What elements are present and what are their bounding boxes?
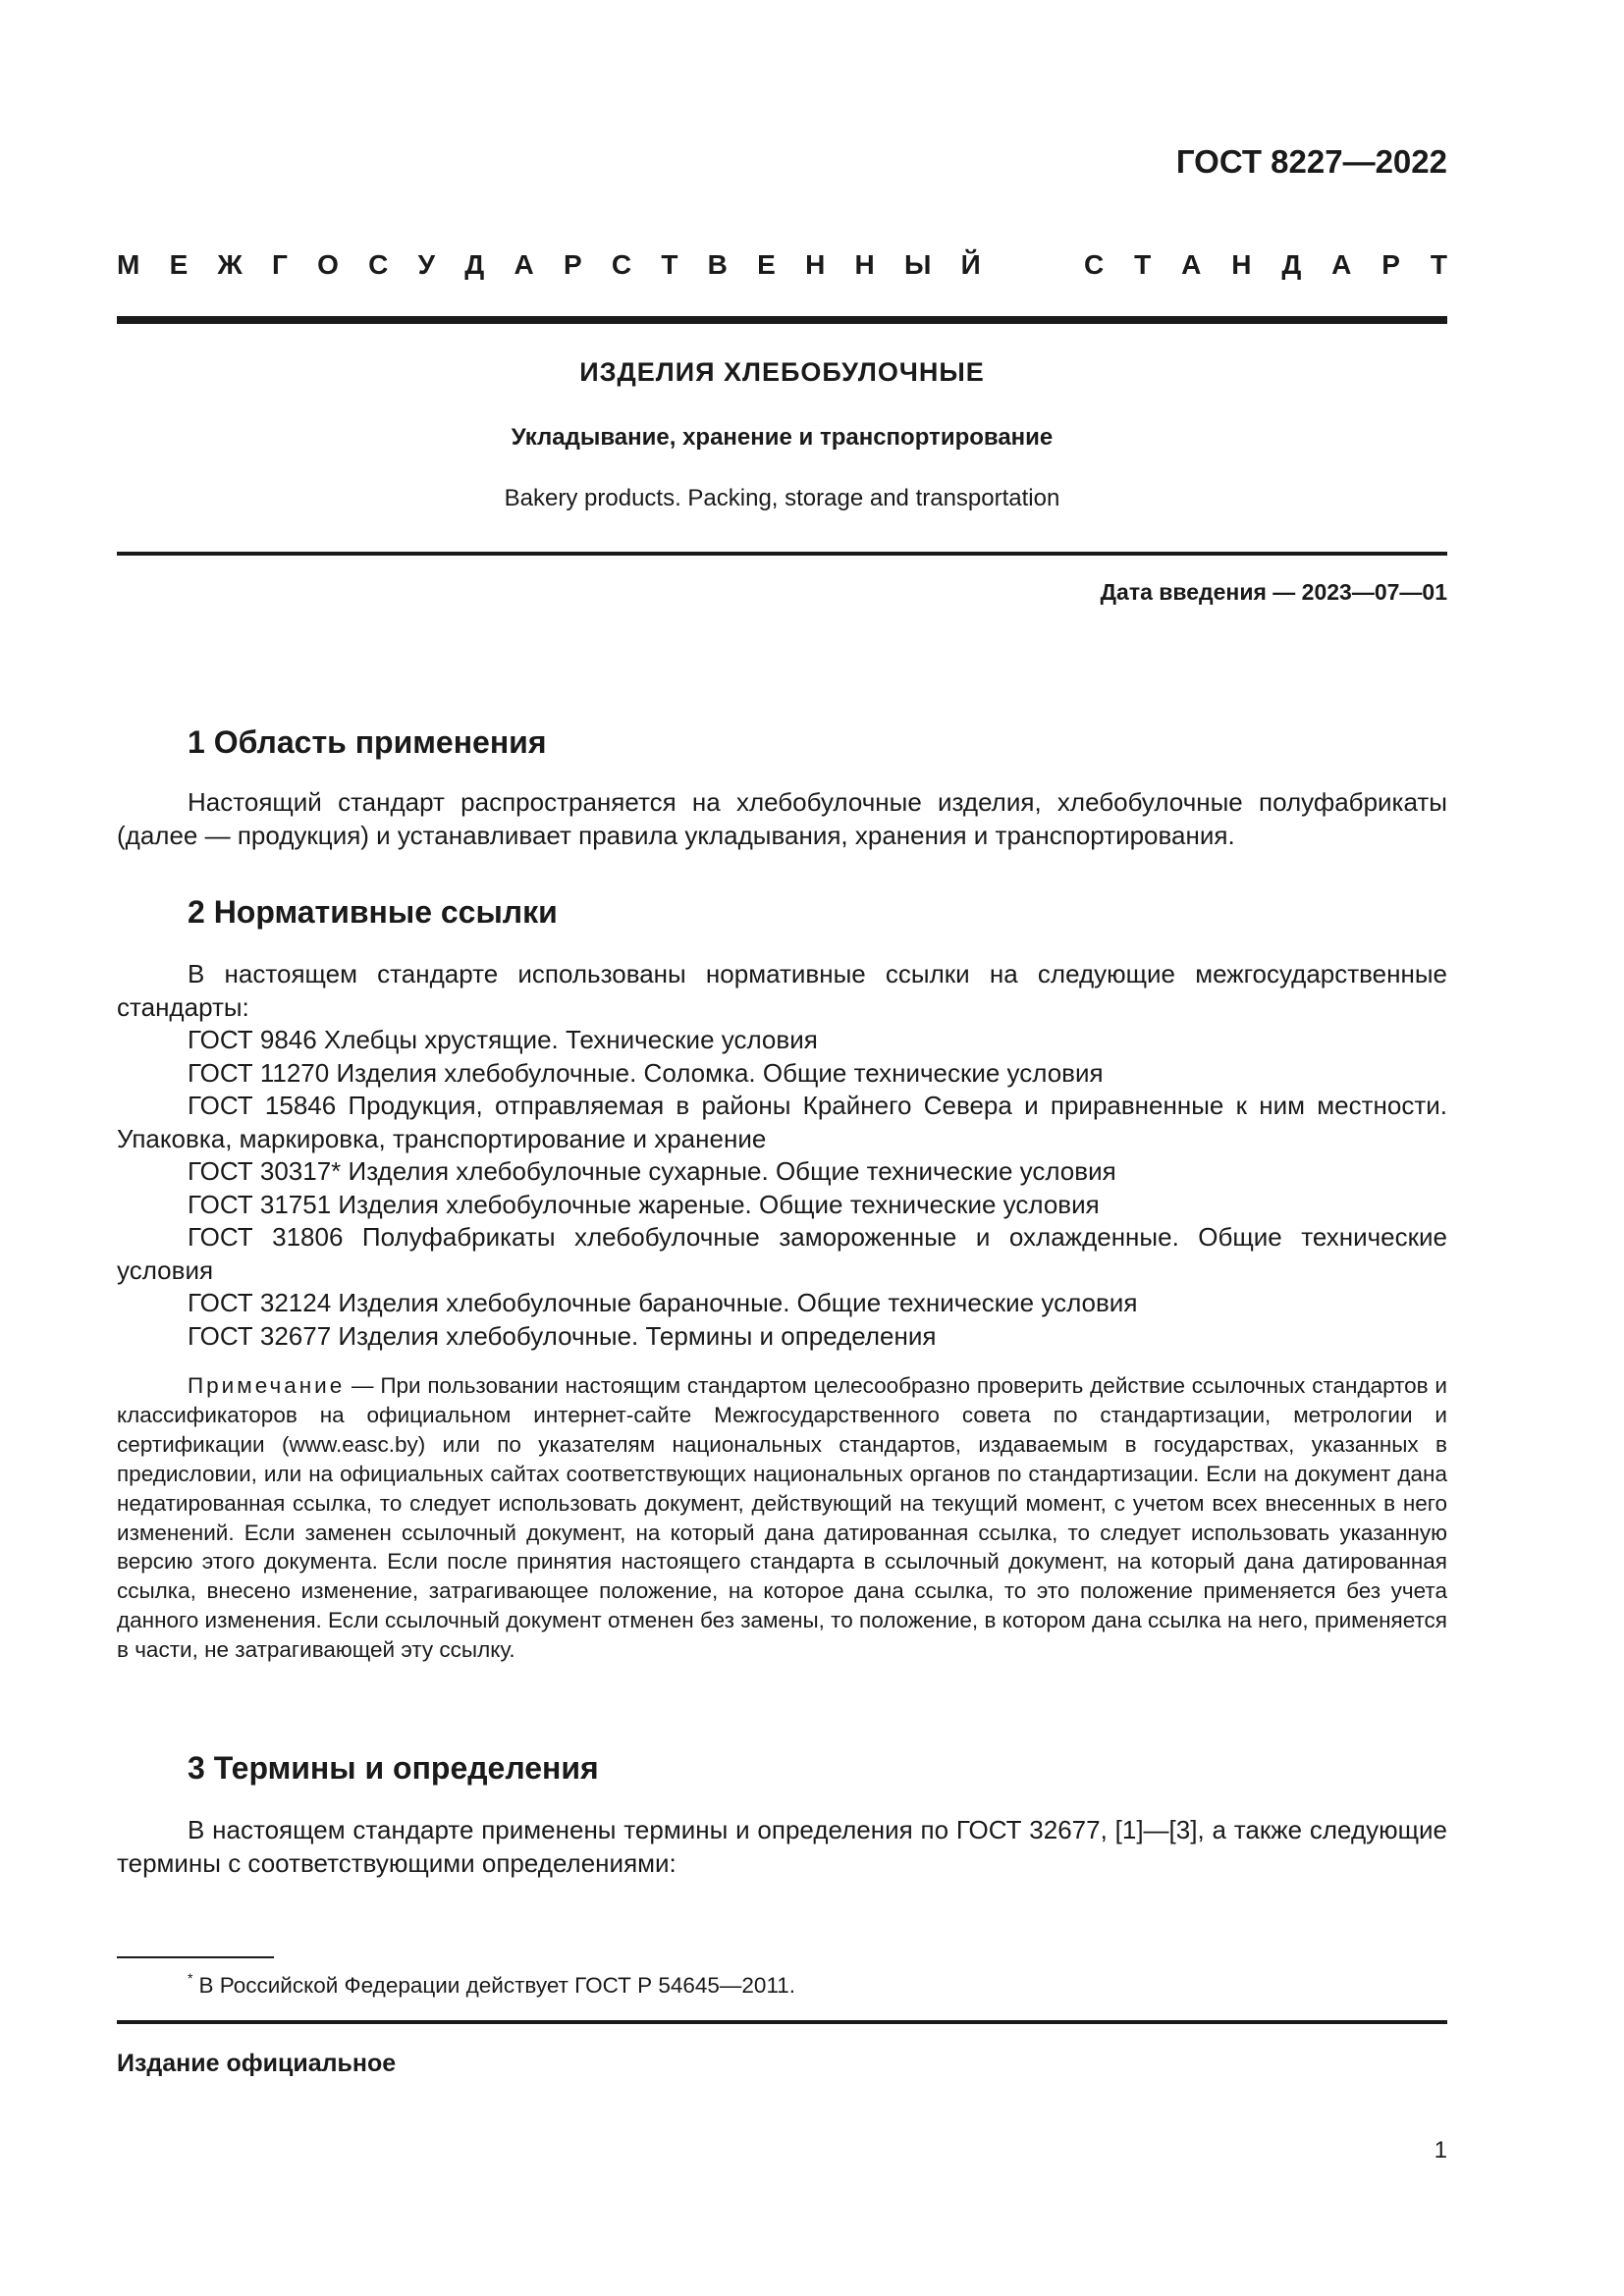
reference-item: ГОСТ 32124 Изделия хлебобулочные бараночные. Общие технические условия: [188, 1288, 1138, 1317]
official-edition-label: Издание официальное: [117, 2050, 397, 2077]
reference-note: [117, 1371, 1447, 1665]
title-divider: [117, 552, 1447, 556]
reference-item: ГОСТ 31751 Изделия хлебобулочные жареные. Общие технические условия: [188, 1189, 1100, 1219]
reference-item: ГОСТ 31806 Полуфабрикаты хлебобулочные замороженные и охлажденные. Общие технические условия: [117, 1222, 1447, 1285]
document-subtitle: Укладывание, хранение и транспортирование: [511, 424, 1054, 451]
reference-item: ГОСТ 32677 Изделия хлебобулочные. Термины и определения: [188, 1320, 937, 1351]
header-divider: [117, 316, 1447, 324]
footnote: [117, 1963, 1447, 2001]
section-3-text: В настоящем стандарте применены термины и определения по ГОСТ 32677, [1]—[3], а также следующие термины с соответствующими определениями:: [117, 1815, 1447, 1878]
banner-word-interstate: М Е Ж Г О С У Д А Р С Т В Е Н Н Ы Й: [117, 249, 981, 280]
section-2-heading: 2 Нормативные ссылки: [188, 894, 558, 930]
normative-reference-list: [117, 1024, 1447, 1353]
section-1-heading: 1 Область применения: [188, 724, 547, 760]
reference-item: ГОСТ 15846 Продукция, отправляемая в районы Крайнего Севера и приравненные к ним местности. Упаковка, маркировка, транспортирование и хранение: [117, 1091, 1447, 1153]
reference-item: ГОСТ 9846 Хлебцы хрустящие. Технические условия: [188, 1025, 818, 1054]
footnote-mark: *: [188, 1970, 193, 1986]
document-number: ГОСТ 8227—2022: [1175, 143, 1447, 180]
introduction-date: Дата введения — 2023—07—01: [1100, 579, 1447, 605]
reference-item: ГОСТ 30317* Изделия хлебобулочные сухарные. Общие технические условия: [188, 1156, 1116, 1186]
section-2-intro: В настоящем стандарте использованы нормативные ссылки на следующие межгосударственные стандарты:: [117, 959, 1447, 1022]
footnote-divider: [117, 1956, 274, 1958]
section-1-text: Настоящий стандарт распространяется на хлебобулочные изделия, хлебобулочные полуфабрикаты (далее — продукция) и устанавливает правила укладывания, хранения и транспортирования.: [117, 787, 1447, 850]
note-text: — При пользовании настоящим стандартом целесообразно проверить действие ссылочных стандартов и классификаторов на официальном интернет-сайте Межгосударственного совета по стандартизации, метрологии и сертификации (www.easc.by) или по указателям национальных стандартов, издаваемым в государствах, указанных в предисловии, или на официальных сайтах соответствующих национальных органов по стандартизации. Если на документ дана недатированная ссылка, то следует использовать документ, действующий на текущий момент, с учетом всех внесенных в него изменений. Если заменен ссылочный документ, на который дана датированная ссылка, то следует использовать указанную версию этого документа. Если после принятия настоящего стандарта в ссылочный документ, на который дана датированная ссылка, внесено изменение, затрагивающее положение, на которое дана ссылка, то это положение применяется без учета данного изменения. Если ссылочный документ отменен без замены, то положение, в котором дана ссылка на него, применяется в части, не затрагивающей эту ссылку.: [117, 1373, 1447, 1663]
footer-divider: [117, 2020, 1447, 2024]
reference-item: ГОСТ 11270 Изделия хлебобулочные. Соломка. Общие технические условия: [188, 1057, 1104, 1088]
section-3-heading: 3 Термины и определения: [188, 1750, 599, 1786]
note-label: Примечание: [188, 1373, 346, 1398]
document-title: ИЗДЕЛИЯ ХЛЕБОБУЛОЧНЫЕ: [579, 357, 985, 387]
english-title: Bakery products. Packing, storage and transportation: [504, 485, 1060, 511]
page-number: 1: [1434, 2137, 1447, 2163]
banner-word-standard: С Т А Н Д А Р Т: [1084, 249, 1447, 280]
footnote-text: В Российской Федерации действует ГОСТ Р 54645—2011.: [198, 1973, 796, 1998]
standard-banner: [117, 249, 1447, 281]
